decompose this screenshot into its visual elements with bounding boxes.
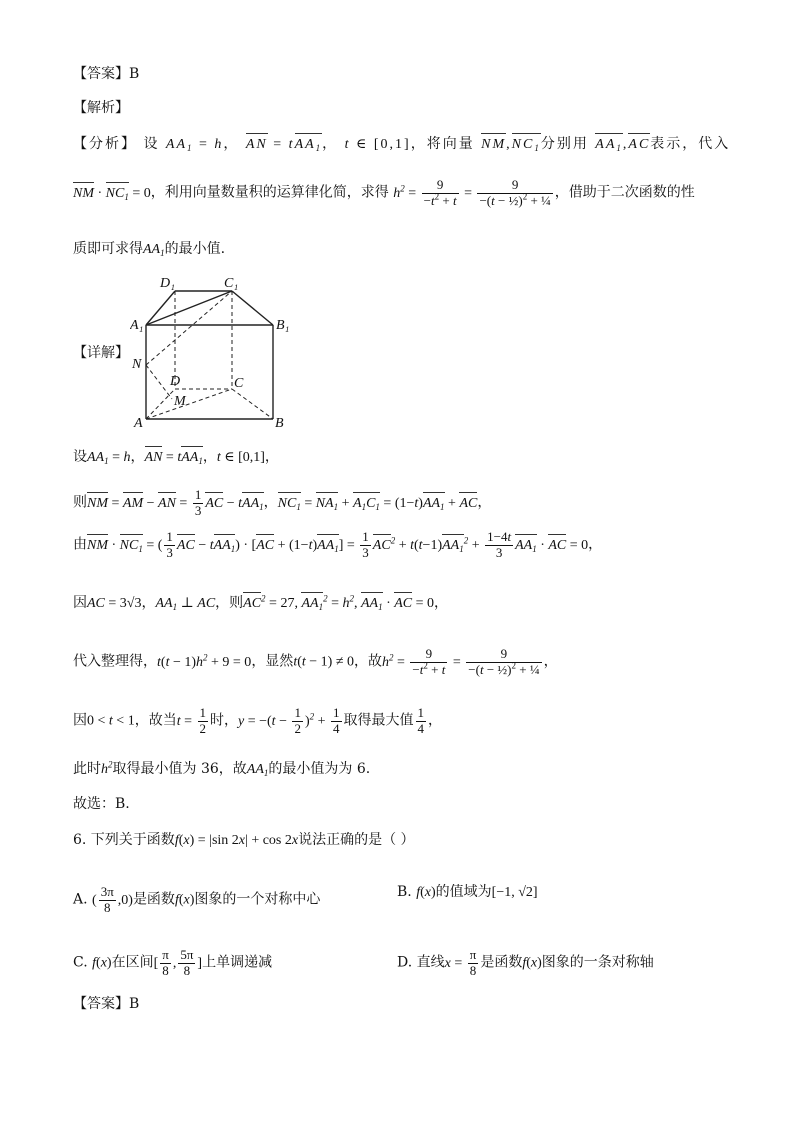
math-expr: $NC_1 = NA_1 + A_1C_1 = (1-t)AA_1$ + AC xyxy=(277,495,478,512)
label-D: D xyxy=(170,374,181,389)
label-B1: B₁ xyxy=(276,318,290,333)
step-text: 因 xyxy=(73,712,87,729)
step-text: ， xyxy=(141,595,156,611)
label-N: N xyxy=(132,357,142,372)
label-C: C xyxy=(234,376,244,391)
fenxi-text: ，利用向量数量积的运算律化简，求得 xyxy=(150,184,389,201)
step-text: 取得最大值 xyxy=(343,712,414,729)
math-expr: $AA_1 = h$ xyxy=(165,137,224,153)
label-A: A xyxy=(134,416,143,431)
step-text: ， xyxy=(543,653,558,670)
step-4 xyxy=(73,593,449,612)
option-label: B. xyxy=(397,884,412,900)
answer-line-2 xyxy=(73,997,139,1011)
label-B: B xyxy=(275,416,284,431)
fenxi-text: ，借助于二次函数的性 xyxy=(554,184,695,201)
math-expr: f(x) xyxy=(522,955,542,971)
fenxi-text: ， xyxy=(322,136,339,152)
option-text: 图象的一条对称轴 xyxy=(541,954,654,971)
math-expr: [−1, √2] xyxy=(491,885,538,900)
math-expr: t ∈ [0,1] xyxy=(344,137,411,152)
option-b[interactable] xyxy=(397,885,538,900)
question-6-stem xyxy=(73,833,415,848)
answer-tag: 【答案】 xyxy=(73,996,129,1012)
fenxi-text: ，将向量 xyxy=(410,136,475,152)
math-expr: $NM,NC_1$ xyxy=(481,137,541,153)
step-text: ， xyxy=(264,449,279,465)
step-text: ，显然 xyxy=(251,653,294,670)
math-expr: $h^2$ xyxy=(101,759,113,777)
step-6 xyxy=(73,706,442,737)
step-text: ， xyxy=(202,449,217,465)
question-text: 说法正确的是（ ） xyxy=(298,832,415,848)
option-a[interactable] xyxy=(73,885,320,916)
fenxi-text: 设 xyxy=(143,136,160,152)
step-text: ，故 xyxy=(354,653,383,670)
step-2 xyxy=(73,488,491,519)
math-expr: f(x) xyxy=(92,955,112,971)
option-text: 的值域为 xyxy=(435,884,492,900)
step-text: 设 xyxy=(73,449,87,465)
prism-figure xyxy=(130,273,300,433)
step-text: 故选：B. xyxy=(73,796,130,812)
step-text: ， xyxy=(263,494,278,511)
math-expr: NM · $NC_1$ = ( $\frac{1}{3}$ AC − $tAA_1) \cdot [AC + (1-t)AA_1]$ = $\frac{1}{3}$ $AC^2 + t(t-1)AA_1^2$ + $\frac{1-4t}{3}$ $AA_1$ · AC = 0 xyxy=(87,529,589,560)
math-expr: $AA_1,AC$ xyxy=(595,137,651,153)
step-1 xyxy=(73,450,279,465)
step-text: ， xyxy=(428,712,443,729)
math-expr: $\frac{1}{4}$ xyxy=(417,705,425,736)
option-d[interactable] xyxy=(397,948,654,979)
math-expr: $AC^2 = 27$, $AA_1^2 = h^2$, $AA_1$ · AC = 0 xyxy=(243,593,435,612)
step-8 xyxy=(73,797,130,811)
math-expr: [ $\frac{\pi}{8}$ , $\frac{5\pi}{8}$ ] xyxy=(153,947,203,978)
math-expr: $AA_1$ xyxy=(246,762,269,778)
option-text: 上单调递减 xyxy=(202,954,273,971)
math-expr: AC = 3√3 xyxy=(87,596,142,611)
detail-heading xyxy=(73,346,129,360)
math-expr: 0 < t < 1 xyxy=(87,713,135,729)
step-text: 因 xyxy=(73,595,87,611)
option-text: 直线 xyxy=(416,954,445,971)
fenxi-line-2 xyxy=(73,178,695,209)
fenxi-tag: 【分析】 xyxy=(73,136,137,152)
step-text: 时， xyxy=(210,712,238,729)
option-label: A. xyxy=(73,891,88,908)
math-expr: $t(t - 1)h^2 + 9 = 0$ xyxy=(157,652,252,670)
math-expr: NM · $NC_1 = 0$ xyxy=(73,185,151,202)
math-expr: y = −(t − $\frac{1}{2}$ )$^2$ + $\frac{1}{4}$ xyxy=(238,705,340,736)
math-expr: t ∈ [0,1] xyxy=(216,450,265,465)
step-text: 此时 xyxy=(73,761,101,777)
math-expr: AN = tAA$_1$ xyxy=(144,450,203,466)
math-expr: t = $\frac{1}{2}$ xyxy=(176,705,206,736)
option-label: C. xyxy=(73,954,88,971)
answer-value: B xyxy=(129,996,140,1012)
option-text: 是函数 xyxy=(480,954,523,971)
option-label: D. xyxy=(397,954,413,971)
label-M: M xyxy=(174,394,186,409)
step-text: ，故当 xyxy=(134,712,177,729)
fenxi-text: 分别用 xyxy=(540,136,589,152)
analysis-heading xyxy=(73,101,129,115)
step-text: 由 xyxy=(73,536,87,553)
math-expr: f(x) xyxy=(174,892,195,908)
step-3 xyxy=(73,530,602,561)
label-C1: C₁ xyxy=(224,276,239,291)
step-text: ，则 xyxy=(215,595,244,611)
analysis-tag: 【解析】 xyxy=(73,100,129,116)
step-7 xyxy=(73,759,371,778)
math-expr: f(x) = |sin 2x| + cos 2x xyxy=(174,833,299,848)
math-expr: t(t − 1) ≠ 0 xyxy=(293,654,355,670)
option-c[interactable] xyxy=(73,948,272,979)
math-expr: ( $\frac{3\pi}{8}$ ,0) xyxy=(92,884,133,915)
answer-tag: 【答案】 xyxy=(73,66,129,82)
option-text: 在区间 xyxy=(111,954,154,971)
math-expr: $AA_1$ xyxy=(143,242,165,258)
fenxi-text: 表示，代入 xyxy=(650,136,731,152)
step-text: ， xyxy=(434,595,449,611)
step-text: ， xyxy=(588,536,603,553)
math-expr: x = $\frac{\pi}{8}$ xyxy=(444,947,477,978)
fenxi-text: 的最小值. xyxy=(164,241,226,257)
math-expr: $AA_1$ ⊥ AC xyxy=(155,596,216,612)
answer-value: B xyxy=(129,66,140,82)
step-text: 则 xyxy=(73,494,87,511)
answer-line-1 xyxy=(73,67,139,81)
math-expr: $h^2$ = $\frac{9}{-t^2 + t}$ = $\frac{9}{-(t - \frac{1}{2})^2 + \frac{1}{4}}$ xyxy=(393,177,551,208)
option-text: 是函数 xyxy=(132,891,175,908)
fenxi-text: ， xyxy=(223,136,240,152)
detail-tag: 【详解】 xyxy=(73,345,129,361)
fenxi-line-3 xyxy=(73,242,225,257)
label-A1: A₁ xyxy=(130,318,144,333)
label-D1: D₁ xyxy=(160,276,175,291)
fenxi-text: 质即可求得 xyxy=(73,241,143,257)
option-text: 图象的一个对称中心 xyxy=(194,891,321,908)
math-expr: $AA_1 = h$ xyxy=(87,450,131,466)
step-text: ， xyxy=(477,494,492,511)
math-expr: f(x) xyxy=(416,885,436,900)
math-expr: NM = AM − AN = $\frac{1}{3}$ AC − tAA$_1$ xyxy=(87,487,264,518)
fenxi-line-1 xyxy=(73,137,730,152)
math-expr: $h^2$ = $\frac{9}{-t^2 + t}$ = $\frac{9}{-(t - \frac{1}{2})^2 + \frac{1}{4}}$ xyxy=(382,646,540,677)
question-text: 6. 下列关于函数 xyxy=(73,832,175,848)
math-expr: AN = tAA$_1$ xyxy=(245,137,323,153)
step-text: 取得最小值为 36，故 xyxy=(112,761,247,777)
step-text: 的最小值为为 6. xyxy=(268,761,371,777)
step-text: 代入整理得， xyxy=(73,653,157,670)
step-text: ， xyxy=(130,449,145,465)
step-5 xyxy=(73,647,558,678)
